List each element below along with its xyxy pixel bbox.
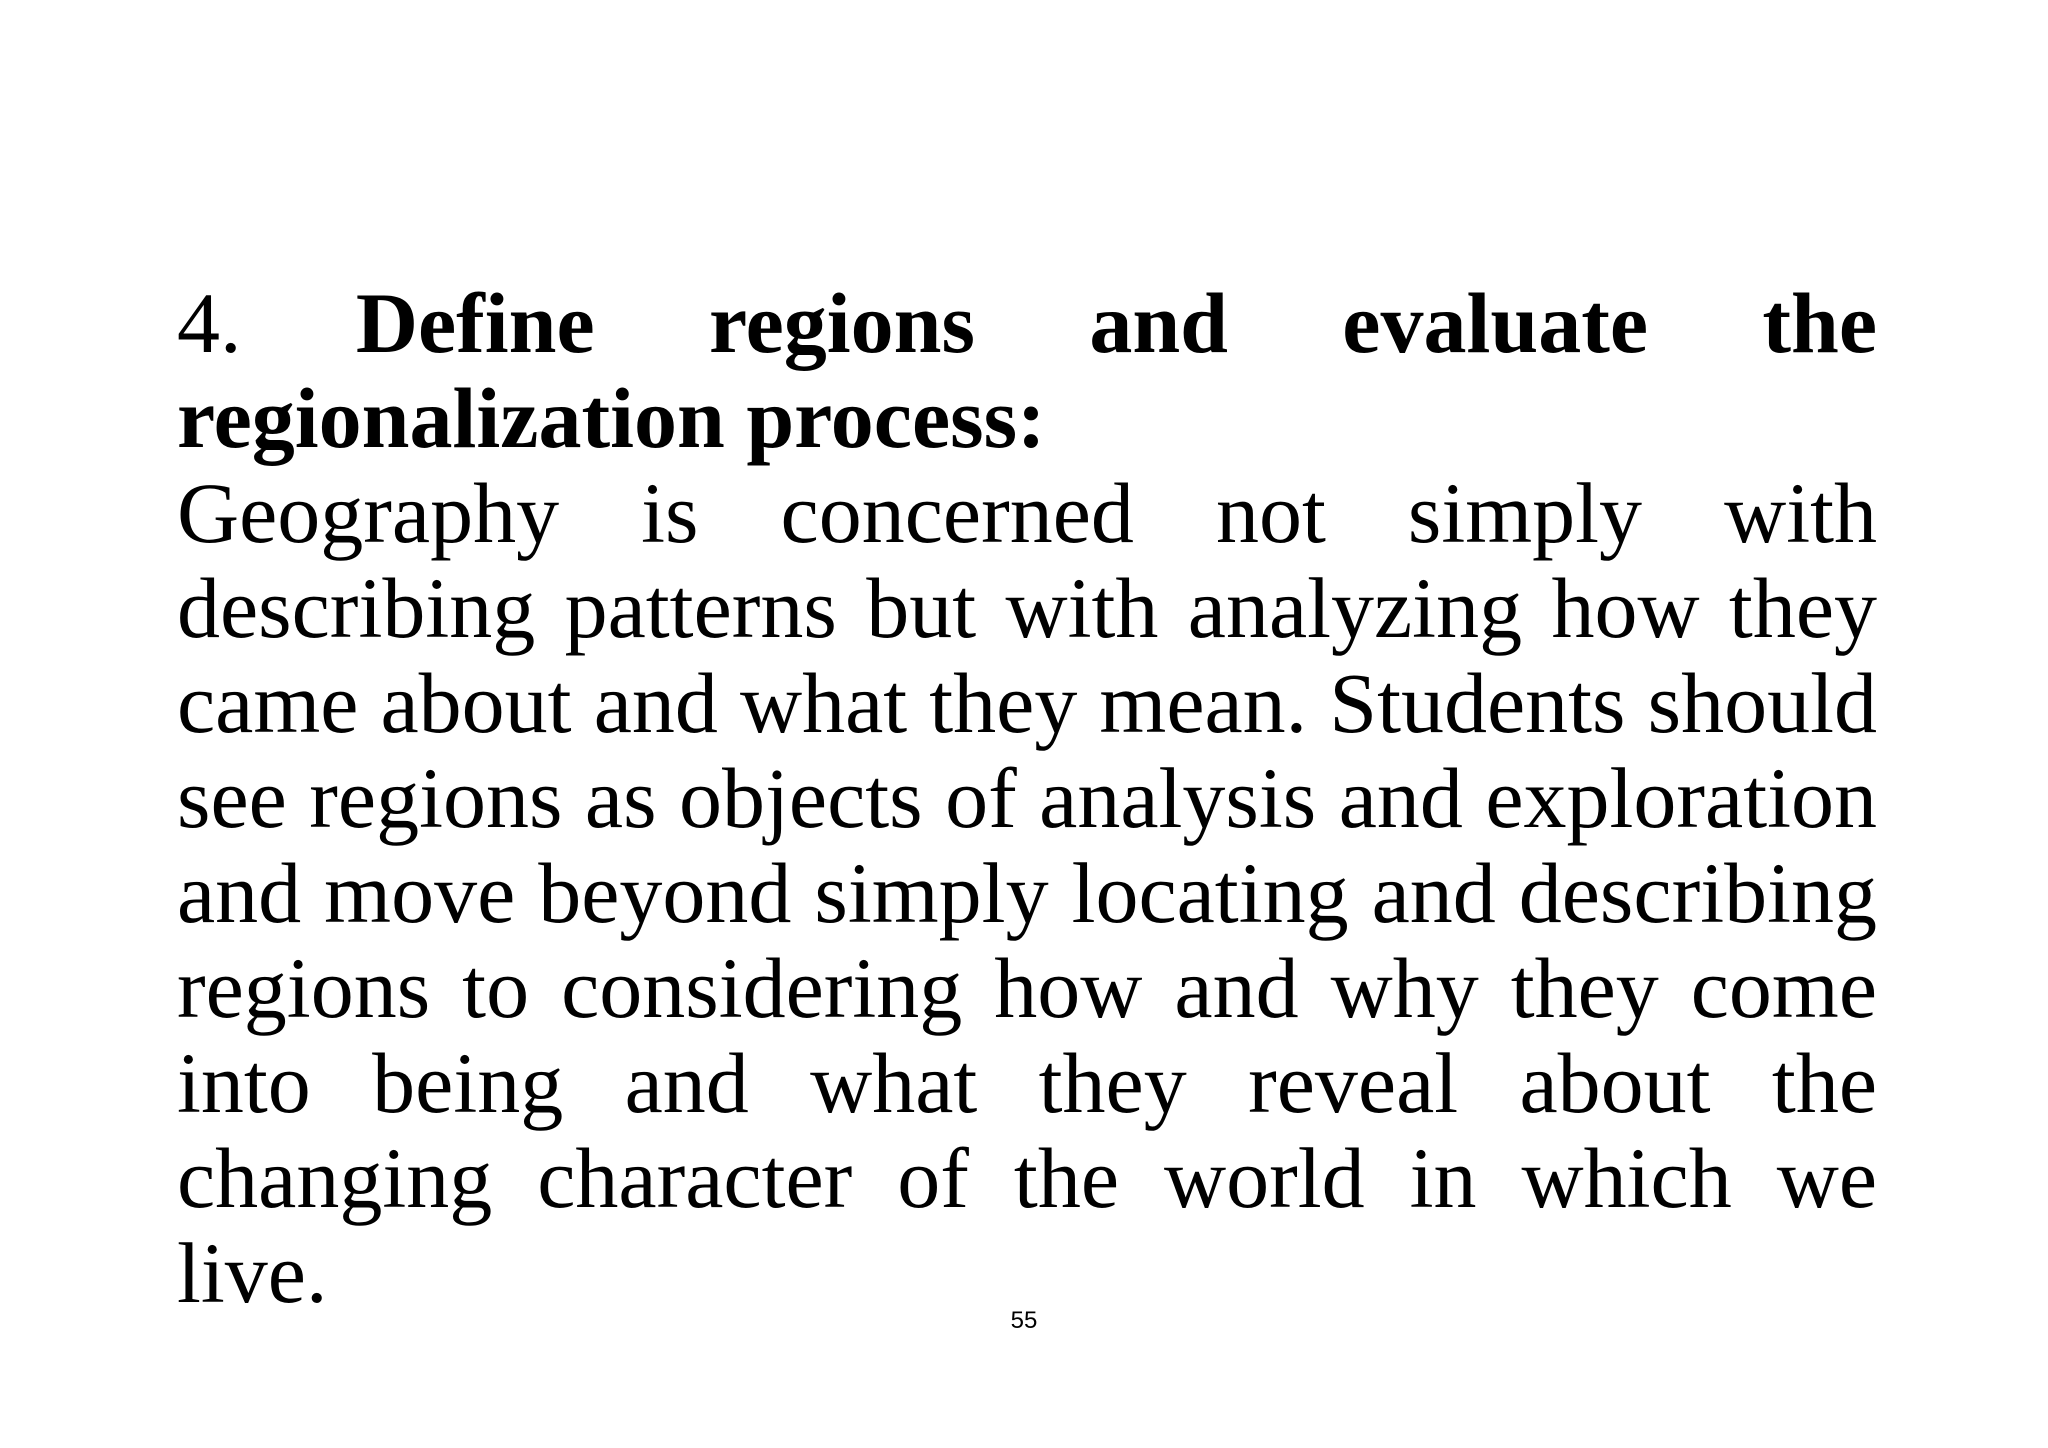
section-title: Define regions and evaluate the regionalization process: xyxy=(177,275,1877,466)
page-content xyxy=(177,276,1877,1321)
page-number: 55 xyxy=(1010,1307,1038,1334)
section-heading xyxy=(177,276,1877,466)
section-number: 4. xyxy=(177,275,242,371)
body-paragraph: Geography is concerned not simply with describing patterns but with analyzing how they came about and what they mean. Students should see regions as objects of analysis and exploration and move beyond simply locating and describing regions to considering how and why they come into being and what they reveal about the changing character of the world in which we live. xyxy=(177,465,1877,1321)
